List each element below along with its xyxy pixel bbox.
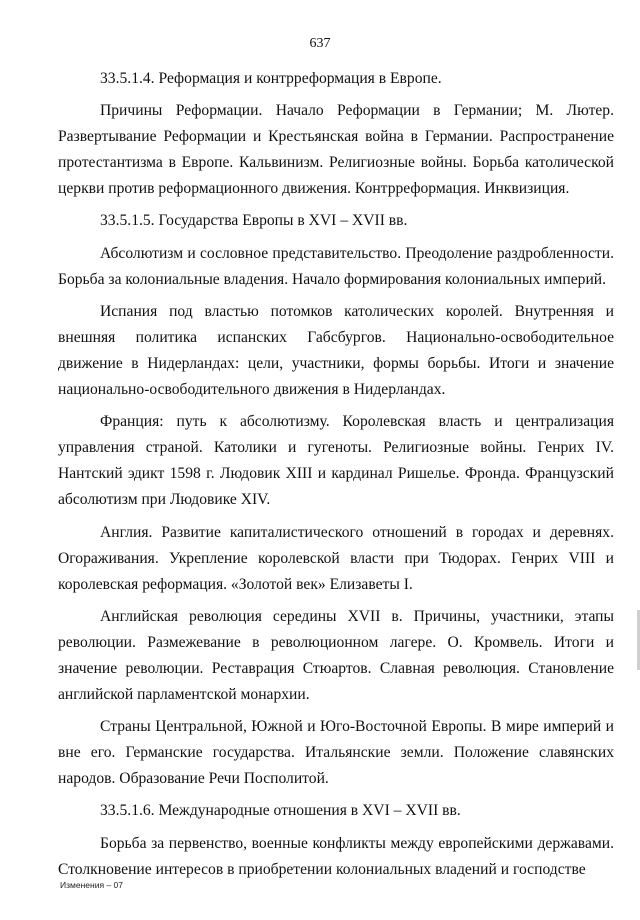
body-text (58, 66, 614, 889)
paragraph-england: Англия. Развитие капиталистического отношений в городах и деревнях. Огораживания. Укрепление королевской власти при Тюдорах. Генрих VIII и королевская реформация. «Золотой век» Елизаветы I. (58, 523, 614, 593)
page-number: 637 (309, 36, 331, 51)
paragraph-absolutism: Абсолютизм и сословное представительство. Преодоление раздробленности. Борьба за колониальные владения. Начало формирования колониальных империй. (58, 244, 614, 288)
paragraph-reformation: Причины Реформации. Начало Реформации в Германии; М. Лютер. Развертывание Реформации и Крестьянская война в Германии. Распространение протестантизма в Европе. Кальвинизм. Религиозные войны. Борьба католической церкви против реформационного движения. Контрреформация. Инквизиция. (58, 102, 614, 198)
paragraph-central-europe: Страны Центральной, Южной и Юго-Восточной Европы. В мире империй и вне его. Германские государства. Итальянские земли. Положение славянских народов. Образование Речи Посполитой. (58, 718, 614, 788)
paragraph-spain: Испания под властью потомков католических королей. Внутренняя и внешняя политика испанских Габсбургов. Национально-освободительное движение в Нидерландах: цели, участники, формы борьбы. Итоги и значение национально-освободительного движения в Нидерландах. (58, 302, 614, 399)
section-heading-33-5-1-5: 33.5.1.5. Государства Европы в XVI – XVII вв. (100, 212, 408, 230)
section-heading-33-5-1-4: 33.5.1.4. Реформация и контрреформация в Европе. (100, 70, 442, 87)
paragraph-english-revolution: Английская революция середины XVII в. Причины, участники, этапы революции. Размежевание в революционном лагере. О. Кромвель. Итоги и значение революции. Реставрация Стюартов. Славная революция. Становление английской парламентской монархии. (58, 607, 614, 704)
section-heading-33-5-1-6: 33.5.1.6. Международные отношения в XVI – XVII вв. (100, 802, 461, 820)
paragraph-international-relations: Борьба за первенство, военные конфликты между европейскими державами. Столкновение интересов в приобретении колониальных владений и господстве (58, 834, 614, 878)
paragraph-france: Франция: путь к абсолютизму. Королевская власть и централизация управления страной. Католики и гугеноты. Религиозные войны. Генрих IV. Нантский эдикт 1598 г. Людовик XIII и кардинал Ришелье. Фронда. Французский абсолютизм при Людовике XIV. (58, 413, 614, 509)
footer-revision-note: Изменения – 07 (60, 880, 123, 890)
